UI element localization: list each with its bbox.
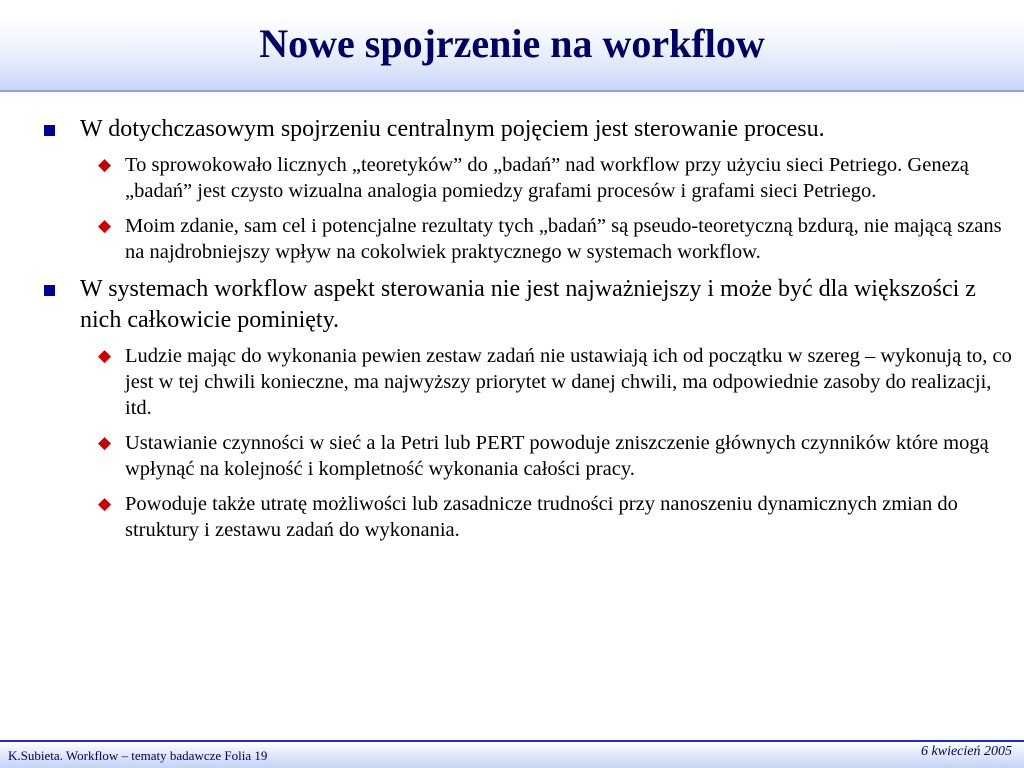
slide-content	[0, 114, 1024, 552]
bullet-1-sub-2	[0, 213, 1024, 265]
square-bullet-icon	[44, 285, 55, 296]
slide-title: Nowe spojrzenie na workflow	[259, 21, 765, 66]
bullet-1	[0, 114, 1024, 145]
bullet-2-sub-1	[0, 343, 1024, 421]
diamond-bullet-icon: ◆	[98, 346, 112, 366]
bullet-2-sub-2-text: Ustawianie czynności w sieć a la Petri lub PERT powoduje zniszczenie głównych czynników które mogą wpłynąć na kolejność i kompletność wykonania całości pracy.	[125, 432, 989, 480]
bullet-1-sub-1-text: To sprowokowało licznych „teoretyków” do „badań” nad workflow przy użyciu sieci Petriego. Genezą „badań” jest czysto wizualna analogia pomiedzy grafami procesów i grafami sieci Petriego.	[125, 154, 969, 202]
bullet-1-sub-1	[0, 152, 1024, 204]
title-divider	[0, 90, 1024, 92]
bullet-2-sub-3-text: Powoduje także utratę możliwości lub zasadnicze trudności przy nanoszeniu dynamicznych zmian do struktury i zestawu zadań do wykonania.	[125, 493, 958, 541]
footer-author: K.Subieta. Workflow – tematy badawcze Folia 19	[8, 748, 268, 763]
diamond-bullet-icon: ◆	[98, 494, 112, 514]
bullet-2-text: W systemach workflow aspekt sterowania nie jest najważniejszy i może być dla większości z nich całkowicie pominięty.	[80, 276, 976, 333]
bullet-2-sub-3	[0, 491, 1024, 543]
bullet-1-text: W dotychczasowym spojrzeniu centralnym pojęciem jest sterowanie procesu.	[80, 116, 825, 142]
footer-date: 6 kwiecień 2005	[921, 744, 1012, 759]
bullet-1-sub-2-text: Moim zdanie, sam cel i potencjalne rezultaty tych „badań” są pseudo-teoretyczną bzdurą, nie mającą szans na najdrobniejszy wpływ na cokolwiek praktycznego w systemach workflow.	[125, 215, 1002, 263]
diamond-bullet-icon: ◆	[98, 155, 112, 175]
bullet-2	[0, 274, 1024, 336]
bullet-2-sub-2	[0, 430, 1024, 482]
square-bullet-icon	[44, 125, 55, 136]
bullet-2-sub-1-text: Ludzie mając do wykonania pewien zestaw zadań nie ustawiają ich od początku w szereg – wykonują to, co jest w tej chwili konieczne, ma najwyższy priorytet w danej chwili, ma odpowiednie zasoby do realizacji, itd.	[125, 345, 1012, 419]
diamond-bullet-icon: ◆	[98, 216, 112, 236]
diamond-bullet-icon: ◆	[98, 433, 112, 453]
